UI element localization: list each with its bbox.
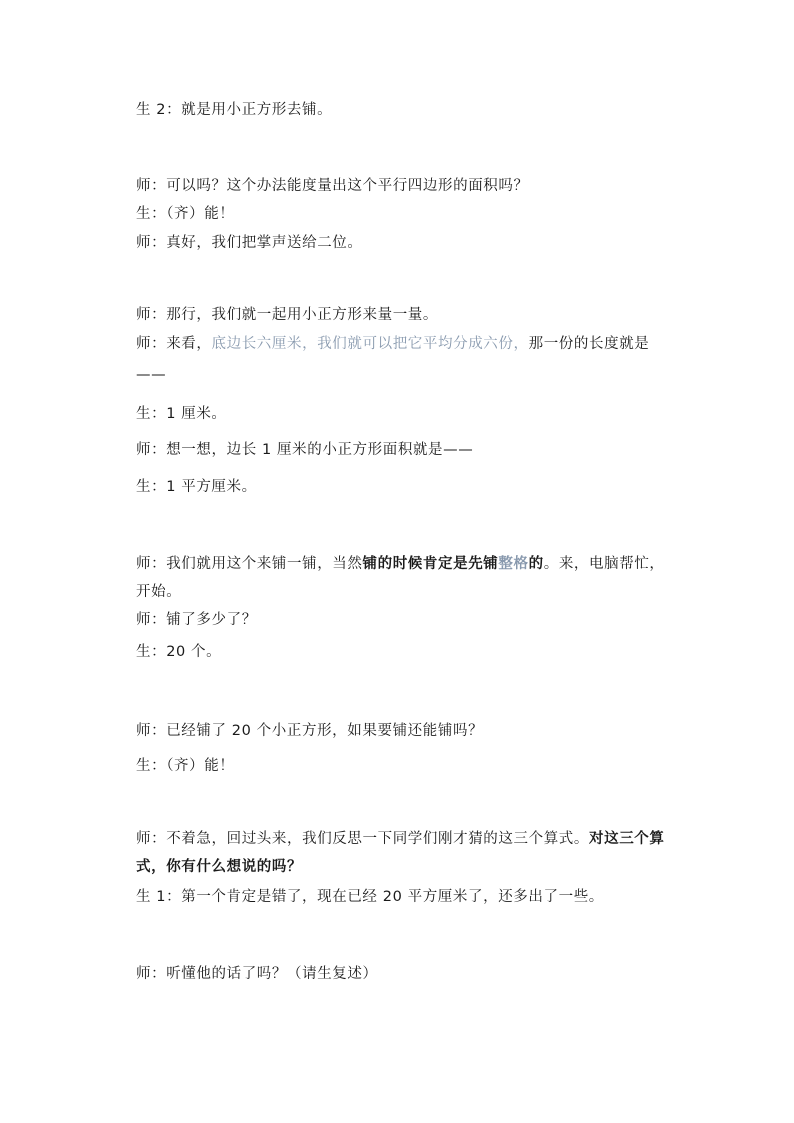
dialogue-line: [136, 887, 676, 907]
dialogue-line: [136, 554, 676, 574]
dialogue-line: [136, 610, 676, 630]
highlighted-text: 整格: [498, 556, 529, 572]
line-text: 师：来看，: [136, 336, 212, 352]
bold-text: 铺的时候肯定是先铺: [362, 556, 499, 572]
dialogue-line: [136, 440, 676, 460]
bold-text: 式，你有什么想说的吗？: [136, 859, 303, 875]
line-text: 那一份的长度就是: [528, 336, 650, 352]
line-text: 师：那行，我们就一起用小正方形来量一量。: [136, 307, 438, 323]
line-text: 师：想一想，边长 1 厘米的小正方形面积就是——: [136, 442, 474, 458]
dialogue-line: [136, 305, 676, 325]
dialogue-line: [136, 642, 676, 662]
line-text: 生 2：就是用小正方形去铺。: [136, 102, 333, 118]
line-text: ——: [136, 367, 167, 383]
dialogue-line: [136, 582, 676, 602]
bold-text: 的: [528, 556, 544, 572]
line-text: 生：1 平方厘米。: [136, 479, 257, 495]
line-text: 师：真好，我们把掌声送给二位。: [136, 235, 363, 251]
line-text: 生：（齐）能！: [136, 206, 235, 222]
dialogue-line: [136, 204, 676, 224]
dialogue-line: [136, 404, 676, 424]
dialogue-line: [136, 365, 676, 385]
highlighted-text: 底边长六厘米，我们就可以把它平均分成六份，: [211, 336, 529, 352]
dialogue-line: [136, 857, 676, 877]
line-text: 生 1：第一个肯定是错了，现在已经 20 平方厘米了，还多出了一些。: [136, 889, 604, 905]
dialogue-line: [136, 100, 676, 120]
dialogue-line: [136, 721, 676, 741]
line-text: 师：铺了多少了？: [136, 612, 257, 628]
line-text: 师：已经铺了 20 个小正方形，如果要铺还能铺吗？: [136, 723, 484, 739]
line-text: 生：20 个。: [136, 644, 222, 660]
line-text: 生：（齐）能！: [136, 758, 235, 774]
dialogue-line: [136, 176, 676, 196]
dialogue-line: [136, 233, 676, 253]
dialogue-line: [136, 477, 676, 497]
line-text: 师：可以吗？这个办法能度量出这个平行四边形的面积吗？: [136, 178, 529, 194]
line-text: 开始。: [136, 584, 182, 600]
line-text: 师：不着急，回过头来，我们反思一下同学们刚才猜的这三个算式。: [136, 831, 589, 847]
line-text: 。来，电脑帮忙，: [543, 556, 665, 572]
dialogue-line: [136, 334, 676, 354]
line-text: 师：听懂他的话了吗？（请生复述）: [136, 966, 378, 982]
dialogue-line: [136, 964, 676, 984]
line-text: 生：1 厘米。: [136, 406, 227, 422]
bold-text: 对这三个算: [589, 831, 665, 847]
dialogue-line: [136, 829, 676, 849]
line-text: 师：我们就用这个来铺一铺，当然: [136, 556, 363, 572]
dialogue-line: [136, 756, 676, 776]
